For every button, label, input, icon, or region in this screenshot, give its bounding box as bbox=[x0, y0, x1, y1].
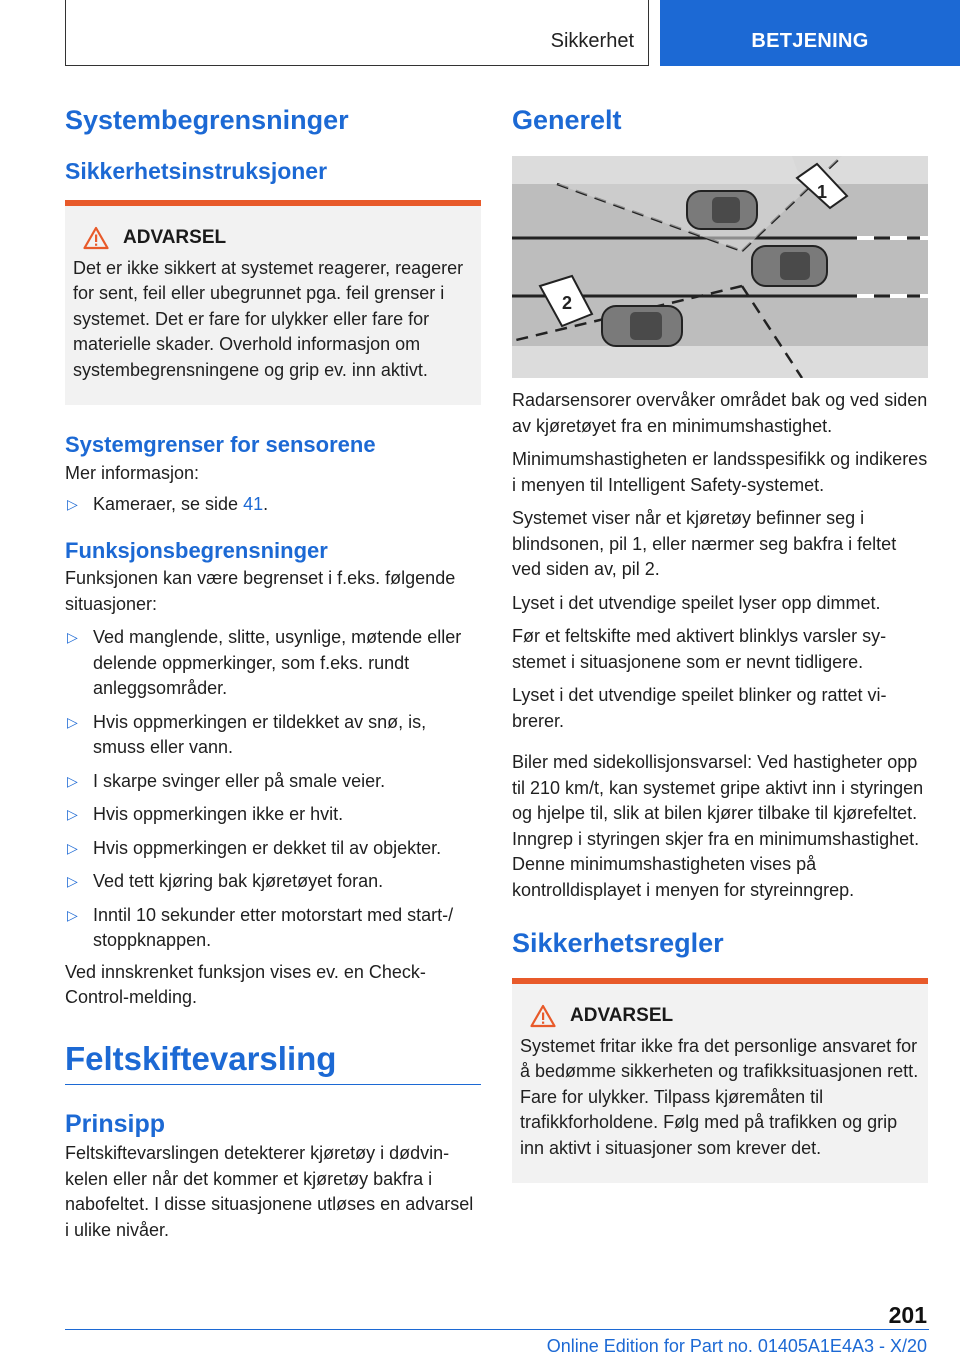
funksjon-intro: Funksjonen kan være begrenset i f.eks. følgende situasjoner: bbox=[65, 568, 456, 614]
list-item bbox=[65, 710, 481, 761]
footer-divider bbox=[65, 1329, 929, 1330]
list-item-text: Inntil 10 sekunder etter motorstart med start-/ stoppknappen. bbox=[93, 904, 454, 951]
triangle-bullet-icon: ▷ bbox=[67, 496, 78, 513]
header-section-tab bbox=[65, 0, 649, 66]
paragraph: Før et feltskifte med aktivert blinklys varsler systemet i situasjonene som er nevnt tidligere. bbox=[512, 626, 887, 672]
triangle-bullet-icon: ▷ bbox=[67, 772, 78, 789]
right-column bbox=[512, 96, 928, 1183]
paragraph: Lyset i det utvendige speilet lyser opp dimmet. bbox=[512, 592, 881, 613]
warning-text: Systemet fritar ikke fra det personlige ansvaret for å bedømme sikkerheten og trafikksituasjonen rett. Fare for ulykker. Tilpass kjøremåten til trafikkforholdene. Følg med på trafikken og grip inn aktivt i situasjoner som krever det. bbox=[520, 1035, 919, 1158]
list-item bbox=[65, 836, 481, 862]
chapter-title: BETJENING bbox=[751, 30, 869, 52]
svg-text:1: 1 bbox=[817, 182, 828, 203]
heading-prinsipp: Prinsipp bbox=[65, 1110, 166, 1139]
warning-title bbox=[83, 226, 473, 250]
header-chapter-tab bbox=[660, 0, 960, 66]
sensorer-item-suffix: . bbox=[263, 494, 269, 515]
warning-box bbox=[65, 200, 481, 406]
page-link[interactable]: 41 bbox=[243, 494, 264, 515]
list-item bbox=[65, 903, 481, 954]
generelt-paragraphs bbox=[512, 388, 928, 903]
heading-funksjonsbegrensninger: Funksjonsbegrensninger bbox=[65, 537, 328, 563]
list-item bbox=[65, 869, 481, 895]
warning-title bbox=[530, 1004, 920, 1028]
footer-edition: Online Edition for Part no. 01405A1E4A3 - X/20 bbox=[546, 1336, 927, 1356]
heading-generelt: Generelt bbox=[512, 105, 622, 135]
list-item bbox=[65, 802, 481, 828]
svg-text:2: 2 bbox=[562, 293, 573, 314]
triangle-bullet-icon: ▷ bbox=[67, 906, 78, 923]
section-title: Sikkerhet bbox=[550, 30, 634, 52]
road-diagram bbox=[512, 156, 928, 378]
triangle-bullet-icon: ▷ bbox=[67, 806, 78, 823]
paragraph: Biler med sidekollisjonsvarsel: Ved hastigheter opp til 210 km/t, kan systemet gripe aktivt inn i styringen og hjelpe til, slik at bilen kjører tilbake til kjørefeltet. Inngrep i styringen skjer fra en minimumshastighet. Denne minimumshastigheten vises på kontrolldisplayet i menyen for styreinngrep. bbox=[512, 752, 924, 900]
triangle-bullet-icon: ▷ bbox=[67, 839, 78, 856]
heading-sensorer: Systemgrenser for sensorene bbox=[65, 432, 376, 458]
car-icon bbox=[687, 191, 757, 229]
list-item-text: I skarpe svinger eller på smale veier. bbox=[93, 770, 386, 791]
paragraph: Lyset i det utvendige speilet blinker og rattet vibrerer. bbox=[512, 685, 887, 731]
paragraph: Minimumshastigheten er landsspesifikk og indikeres i menyen til Intelligent Safety-systemet. bbox=[512, 449, 928, 495]
warning-text: Det er ikke sikkert at systemet reagerer, reagerer for sent, feil eller ubegrunnet pga. feil grenser i systemet. Det er fare for ulykker eller fare for materielle skader. Overhold informasjon om systembegrensningene og grip ev. inn aktivt. bbox=[73, 257, 464, 380]
list-item-text: Ved tett kjøring bak kjøretøyet foran. bbox=[93, 871, 384, 892]
warning-title-text: ADVARSEL bbox=[123, 226, 227, 248]
heading-feltskiftevarsling: Feltskiftevarsling bbox=[65, 1039, 337, 1077]
heading-systembegrensninger: Systembegrensninger bbox=[65, 105, 349, 135]
paragraph: Radarsensorer overvåker området bak og ved siden av kjøretøyet fra en minimumshastighet. bbox=[512, 390, 928, 436]
warning-icon bbox=[83, 226, 109, 250]
sensorer-intro: Mer informasjon: bbox=[65, 462, 200, 483]
funksjon-outro: Ved innskrenket funksjon vises ev. en Check-Control-melding. bbox=[65, 961, 426, 1008]
sensorer-item-prefix: Kameraer, se side bbox=[93, 494, 244, 515]
left-column bbox=[65, 96, 481, 1243]
heading-sikkerhetsinstruksjoner: Sikkerhetsinstruksjoner bbox=[65, 158, 328, 185]
list-item-text: Ved manglende, slitte, usynlige, møtende eller delende oppmerkinger, som f.eks. rundt anleggsområder. bbox=[93, 627, 462, 699]
list-item-text: Hvis oppmerkingen er tildekket av snø, is, smuss eller vann. bbox=[93, 711, 427, 758]
list-item bbox=[65, 625, 481, 702]
heading-sikkerhetsregler: Sikkerhetsregler bbox=[512, 928, 724, 959]
heading-feltskiftevarsling-block bbox=[65, 1039, 481, 1086]
triangle-bullet-icon: ▷ bbox=[67, 629, 78, 646]
list-item-text: Hvis oppmerkingen ikke er hvit. bbox=[93, 804, 344, 825]
blind-spot-illustration bbox=[512, 156, 928, 378]
page-number: 201 bbox=[888, 1302, 927, 1328]
list-item bbox=[65, 492, 481, 518]
car-icon bbox=[752, 246, 827, 286]
sensorer-list bbox=[65, 492, 481, 518]
triangle-bullet-icon: ▷ bbox=[67, 873, 78, 890]
funksjon-list bbox=[65, 625, 481, 954]
prinsipp-text: Feltskiftevarslingen detekterer kjøretøy i dødvinkelen eller når det kommer et kjøretøy bakfra i nabofeltet. I disse situasjonene utløses en advarsel i ulike nivåer. bbox=[65, 1143, 474, 1240]
warning-box bbox=[512, 978, 928, 1184]
warning-title-text: ADVARSEL bbox=[570, 1004, 674, 1026]
warning-icon bbox=[530, 1004, 556, 1028]
triangle-bullet-icon: ▷ bbox=[67, 713, 78, 730]
paragraph: Systemet viser når et kjøretøy befinner seg i blindsonen, pil 1, eller nærmer seg bakfra i feltet ved siden av, pil 2. bbox=[512, 508, 897, 580]
list-item-text: Hvis oppmerkingen er dekket til av objekter. bbox=[93, 837, 442, 858]
car-icon bbox=[602, 306, 682, 346]
list-item bbox=[65, 769, 481, 795]
